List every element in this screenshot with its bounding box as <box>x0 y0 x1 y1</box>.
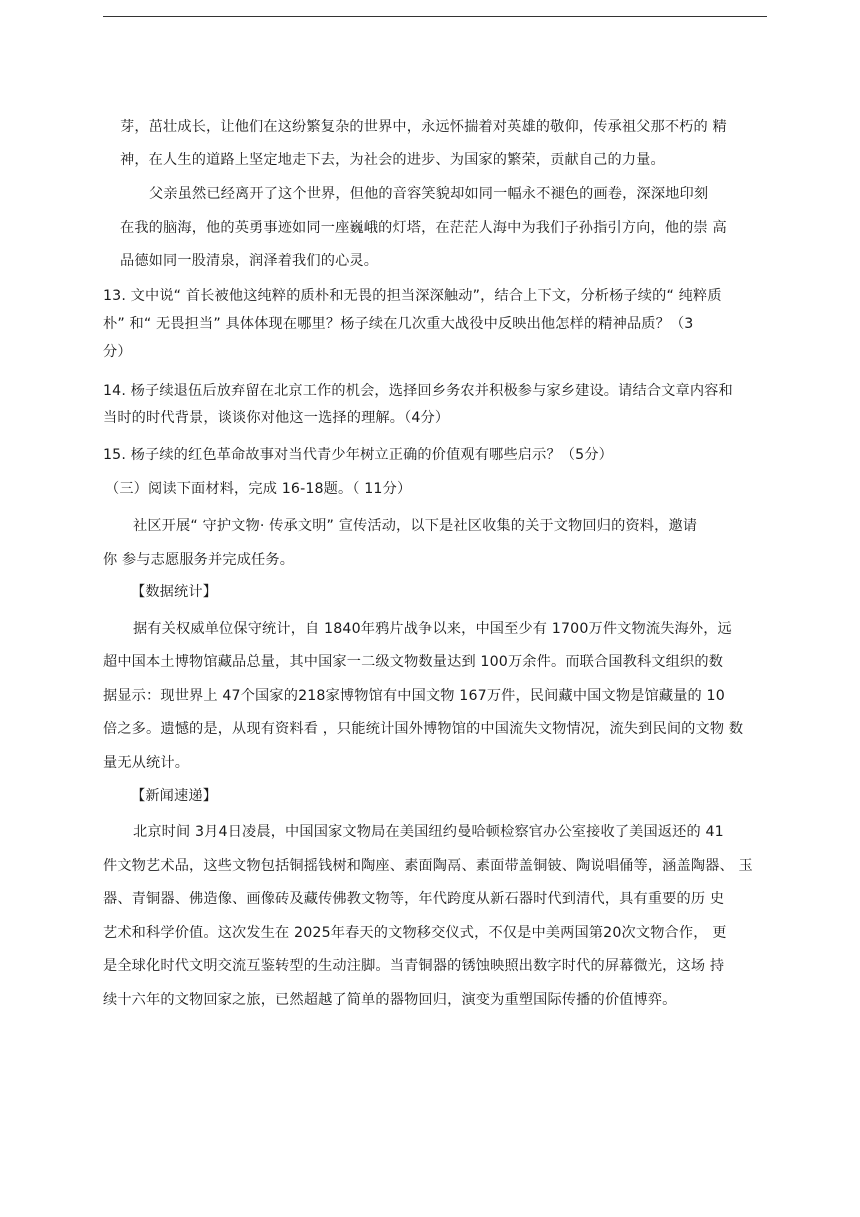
subheading-data-stats: 【数据统计】 <box>131 584 218 600</box>
text-line: 倍之多。遗憾的是，从现有资料看 ，只能统计国外博物馆的中国流失文物情况，流失到民间的文物 数 <box>103 721 744 737</box>
text-line: 品德如同一股清泉，润泽着我们的心灵。 <box>120 253 379 269</box>
header-rule <box>103 16 767 17</box>
question-13: 分） <box>103 344 132 360</box>
text-line: 神，在人生的道路上坚定地走下去，为社会的进步、为国家的繁荣，贡献自己的力量。 <box>120 152 665 168</box>
section-heading: （三）阅读下面材料，完成 16-18题。（ 11分） <box>105 481 412 497</box>
text-line: 父亲虽然已经离开了这个世界，但他的音容笑貌却如同一幅永不褪色的画卷，深深地印刻 <box>149 186 709 202</box>
question-13: 朴” 和“ 无畏担当” 具体体现在哪里？杨子续在几次重大战役中反映出他怎样的精神品质？（3 <box>103 316 694 332</box>
text-line: 超中国本土博物馆藏品总量，其中国家一二级文物数量达到 100万余件。而联合国教科文组织的数 <box>103 654 724 670</box>
text-line: 艺术和科学价值。这次发生在 2025年春天的文物移交仪式，不仅是中美两国第20次文物合作， 更 <box>103 925 727 941</box>
question-15: 15. 杨子续的红色革命故事对当代青少年树立正确的价值观有哪些启示？（5分） <box>103 447 613 463</box>
text-line: 据显示：现世界上 47个国家的218家博物馆有中国文物 167万件，民间藏中国文物是馆藏量的 10 <box>103 688 725 704</box>
text-line: 北京时间 3月4日凌晨，中国国家文物局在美国纽约曼哈顿检察官办公室接收了美国返还的 41 <box>133 824 724 840</box>
question-14: 14. 杨子续退伍后放弃留在北京工作的机会，选择回乡务农并积极参与家乡建设。请结合文章内容和 <box>103 383 733 399</box>
text-line: 器、青铜器、佛造像、画像砖及藏传佛教文物等，年代跨度从新石器时代到清代，具有重要的历 史 <box>103 891 725 907</box>
subheading-news: 【新闻速递】 <box>131 788 218 804</box>
text-line: 件文物艺术品，这些文物包括铜摇钱树和陶座、素面陶鬲、素面带盖铜铍、陶说唱俑等，涵盖陶器、 玉 <box>103 858 753 874</box>
text-line: 芽，茁壮成长，让他们在这纷繁复杂的世界中，永远怀揣着对英雄的敬仰，传承祖父那不朽的 精 <box>120 119 727 135</box>
text-line: 量无从统计。 <box>103 755 190 771</box>
text-line: 据有关权威单位保守统计，自 1840年鸦片战争以来，中国至少有 1700万件文物流失海外，远 <box>133 621 732 637</box>
text-line: 你 参与志愿服务并完成任务。 <box>103 552 295 568</box>
question-14: 当时的时代背景，谈谈你对他这一选择的理解。（4分） <box>103 410 450 426</box>
question-13: 13. 文中说“ 首长被他这纯粹的质朴和无畏的担当深深触动”，结合上下文，分析杨子续的“ 纯粹质 <box>103 288 722 304</box>
text-line: 在我的脑海，他的英勇事迹如同一座巍峨的灯塔，在茫茫人海中为我们子孙指引方向，他的崇 高 <box>120 220 727 236</box>
text-line: 是全球化时代文明交流互鉴转型的生动注脚。当青铜器的锈蚀映照出数字时代的屏幕微光，这场 持 <box>103 958 725 974</box>
text-line: 续十六年的文物回家之旅，已然超越了简单的器物回归，演变为重塑国际传播的价值博弈。 <box>103 992 677 1008</box>
text-line: 社区开展“ 守护文物· 传承文明” 宣传活动，以下是社区收集的关于文物回归的资料，邀请 <box>133 518 698 534</box>
